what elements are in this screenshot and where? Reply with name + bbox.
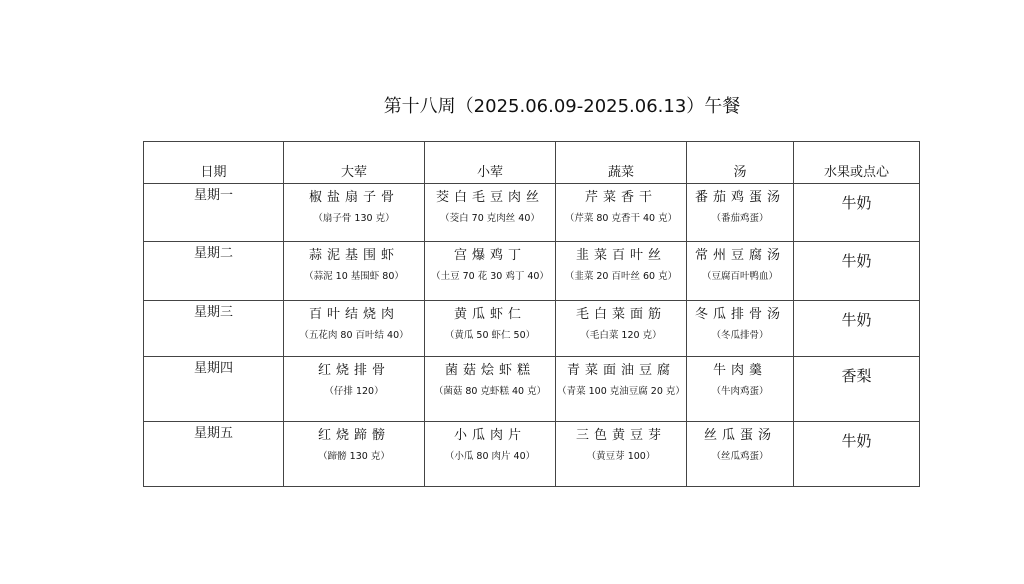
dish-name: 冬瓜排骨汤 bbox=[694, 307, 785, 322]
small-meat-cell bbox=[425, 422, 556, 487]
day-cell: 星期五 bbox=[144, 422, 284, 487]
dish-name: 红烧蹄髈 bbox=[317, 428, 390, 443]
vegetable-cell bbox=[556, 301, 687, 357]
small-meat-cell bbox=[425, 357, 556, 422]
dish-detail: （芹菜 80 克香干 40 克） bbox=[564, 213, 678, 224]
dish-detail: （牛肉鸡蛋） bbox=[711, 386, 769, 397]
dish-detail: （蹄髈 130 克） bbox=[318, 451, 390, 462]
vegetable-cell bbox=[556, 242, 687, 301]
dish-name: 小瓜肉片 bbox=[453, 428, 526, 443]
dish-detail: （冬瓜排骨） bbox=[711, 330, 769, 341]
soup-cell bbox=[687, 184, 794, 242]
dish-detail: （青菜 100 克油豆腐 20 克） bbox=[557, 386, 685, 397]
fruit-cell bbox=[794, 301, 920, 357]
table-row bbox=[144, 184, 920, 242]
vegetable-cell bbox=[556, 357, 687, 422]
dish-name: 百叶结烧肉 bbox=[308, 307, 399, 322]
dish-detail: （番茄鸡蛋） bbox=[711, 213, 769, 224]
dish-detail: （黄豆芽 100） bbox=[586, 451, 656, 462]
dish-detail: （毛白菜 120 克） bbox=[580, 330, 662, 341]
dish-name: 番茄鸡蛋汤 bbox=[694, 190, 785, 205]
main-meat-cell bbox=[284, 184, 425, 242]
main-meat-cell bbox=[284, 422, 425, 487]
dish-name: 芹菜香干 bbox=[584, 190, 657, 205]
dish-name: 菌菇烩虾糕 bbox=[444, 363, 535, 378]
dish-name: 丝瓜蛋汤 bbox=[703, 428, 776, 443]
fruit-name: 牛奶 bbox=[841, 252, 872, 270]
header-main-meat: 大荤 bbox=[284, 142, 425, 184]
dish-name: 常州豆腐汤 bbox=[694, 248, 785, 263]
soup-cell bbox=[687, 422, 794, 487]
dish-name: 红烧排骨 bbox=[317, 363, 390, 378]
dish-name: 黄瓜虾仁 bbox=[453, 307, 526, 322]
small-meat-cell bbox=[425, 242, 556, 301]
table-row bbox=[144, 422, 920, 487]
soup-cell bbox=[687, 301, 794, 357]
fruit-name: 牛奶 bbox=[841, 432, 872, 450]
fruit-name: 香梨 bbox=[841, 367, 872, 385]
dish-detail: （五花肉 80 百叶结 40） bbox=[299, 330, 409, 341]
dish-name: 韭菜百叶丝 bbox=[575, 248, 666, 263]
fruit-cell bbox=[794, 357, 920, 422]
small-meat-cell bbox=[425, 301, 556, 357]
dish-name: 蒜泥基围虾 bbox=[308, 248, 399, 263]
vegetable-cell bbox=[556, 184, 687, 242]
dish-detail: （丝瓜鸡蛋） bbox=[711, 451, 769, 462]
dish-detail: （扇子骨 130 克） bbox=[313, 213, 395, 224]
dish-name: 椒盐扇子骨 bbox=[308, 190, 399, 205]
dish-detail: （土豆 70 花 30 鸡丁 40） bbox=[431, 271, 549, 282]
vegetable-cell bbox=[556, 422, 687, 487]
dish-name: 毛白菜面筋 bbox=[575, 307, 666, 322]
small-meat-cell bbox=[425, 184, 556, 242]
soup-cell bbox=[687, 242, 794, 301]
header-soup: 汤 bbox=[687, 142, 794, 184]
dish-detail: （小瓜 80 肉片 40） bbox=[444, 451, 536, 462]
lunch-menu-table bbox=[143, 141, 920, 487]
header-fruit: 水果或点心 bbox=[794, 142, 920, 184]
dish-name: 青菜面油豆腐 bbox=[566, 363, 675, 378]
main-meat-cell bbox=[284, 301, 425, 357]
header-vegetable: 蔬菜 bbox=[556, 142, 687, 184]
day-cell: 星期一 bbox=[144, 184, 284, 242]
fruit-name: 牛奶 bbox=[841, 194, 872, 212]
table-row bbox=[144, 357, 920, 422]
fruit-name: 牛奶 bbox=[841, 311, 872, 329]
dish-name: 宫爆鸡丁 bbox=[453, 248, 526, 263]
dish-detail: （韭菜 20 百叶丝 60 克） bbox=[564, 271, 678, 282]
dish-detail: （茭白 70 克肉丝 40） bbox=[440, 213, 540, 224]
fruit-cell bbox=[794, 422, 920, 487]
table-header-row bbox=[144, 142, 920, 184]
dish-detail: （蒜泥 10 基围虾 80） bbox=[304, 271, 404, 282]
fruit-cell bbox=[794, 184, 920, 242]
soup-cell bbox=[687, 357, 794, 422]
dish-name: 三色黄豆芽 bbox=[575, 428, 666, 443]
dish-detail: （豆腐百叶鸭血） bbox=[701, 271, 778, 282]
dish-name: 茭白毛豆肉丝 bbox=[435, 190, 544, 205]
table-row bbox=[144, 242, 920, 301]
dish-detail: （菌菇 80 克虾糕 40 克） bbox=[433, 386, 547, 397]
main-meat-cell bbox=[284, 242, 425, 301]
dish-detail: （仔排 120） bbox=[324, 386, 384, 397]
header-small-meat: 小荤 bbox=[425, 142, 556, 184]
main-meat-cell bbox=[284, 357, 425, 422]
dish-detail: （黄瓜 50 虾仁 50） bbox=[444, 330, 536, 341]
header-date: 日期 bbox=[144, 142, 284, 184]
day-cell: 星期四 bbox=[144, 357, 284, 422]
table-row bbox=[144, 301, 920, 357]
page-title: 第十八周（2025.06.09-2025.06.13）午餐 bbox=[383, 96, 741, 117]
dish-name: 牛肉羹 bbox=[712, 363, 767, 378]
day-cell: 星期二 bbox=[144, 242, 284, 301]
day-cell: 星期三 bbox=[144, 301, 284, 357]
fruit-cell bbox=[794, 242, 920, 301]
